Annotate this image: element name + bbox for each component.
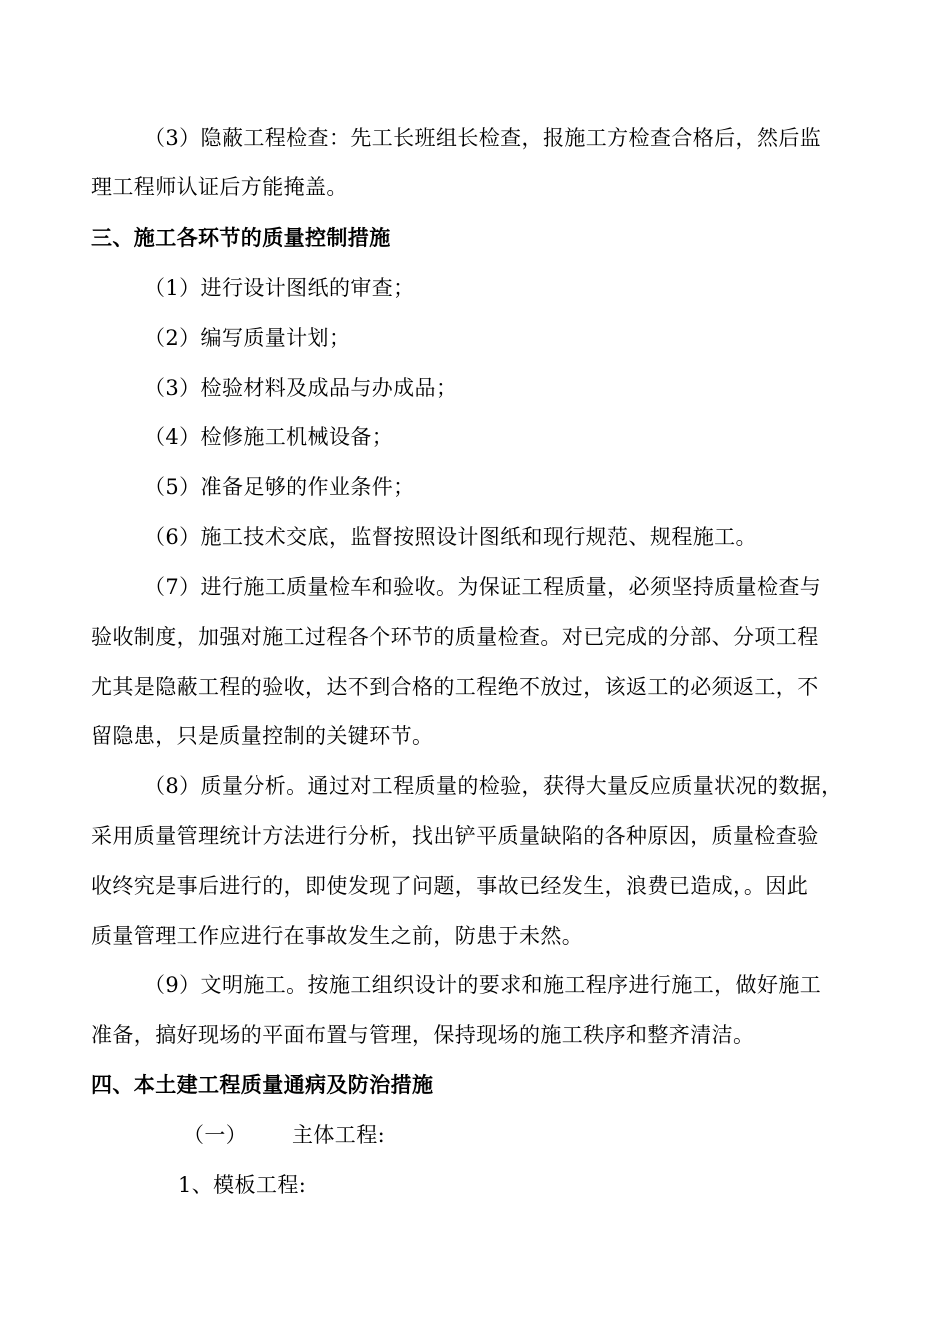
subsection-marker: （一） bbox=[183, 1123, 248, 1147]
paragraph-step-8-line-4: 质量管理工作应进行在事故发生之前，防患于未然。 bbox=[91, 924, 584, 948]
list-item-step-3: （3）检验材料及成品与办成品； bbox=[144, 376, 458, 400]
list-item-step-5: （5）准备足够的作业条件； bbox=[144, 475, 415, 499]
section-heading-4: 四、本土建工程质量通病及防治措施 bbox=[91, 1073, 434, 1097]
list-item-step-1: （1）进行设计图纸的审查； bbox=[144, 276, 415, 300]
paragraph-step-7-line-4: 留隐患，只是质量控制的关键环节。 bbox=[91, 724, 434, 748]
list-item-step-6: （6）施工技术交底，监督按照设计图纸和现行规范、规程施工。 bbox=[144, 525, 757, 549]
paragraph-step-7-line-3: 尤其是隐蔽工程的验收，达不到合格的工程绝不放过，该返工的必须返工，不 bbox=[91, 675, 819, 699]
paragraph-item-3-line-2: 理工程师认证后方能掩盖。 bbox=[91, 175, 348, 199]
section-heading-3: 三、施工各环节的质量控制措施 bbox=[91, 226, 391, 250]
paragraph-step-9-line-1: （9）文明施工。按施工组织设计的要求和施工程序进行施工，做好施工 bbox=[144, 973, 822, 997]
paragraph-step-8-line-1: （8）质量分析。通过对工程质量的检验，获得大量反应质量状况的数据， bbox=[144, 774, 843, 798]
list-item-step-4: （4）检修施工机械设备； bbox=[144, 425, 394, 449]
subsection-title: 主体工程: bbox=[292, 1123, 386, 1147]
paragraph-step-7-line-2: 验收制度，加强对施工过程各个环节的质量检查。对已完成的分部、分项工程 bbox=[91, 625, 819, 649]
list-item-step-2: （2）编写质量计划； bbox=[144, 326, 351, 350]
paragraph-step-9-line-2: 准备，搞好现场的平面布置与管理，保持现场的施工秩序和整齐清洁。 bbox=[91, 1023, 755, 1047]
paragraph-step-7-line-1: （7）进行施工质量检车和验收。为保证工程质量，必须坚持质量检查与 bbox=[144, 575, 822, 599]
subsection-item-1: 1、模板工程: bbox=[178, 1173, 307, 1197]
paragraph-item-3-line-1: （3）隐蔽工程检查：先工长班组长检查，报施工方检查合格后，然后监 bbox=[144, 126, 822, 150]
paragraph-step-8-line-3: 收终究是事后进行的，即使发现了问题，事故已经发生，浪费已造成，。因此 bbox=[91, 874, 809, 898]
paragraph-step-8-line-2: 采用质量管理统计方法进行分析，找出铲平质量缺陷的各种原因，质量检查验 bbox=[91, 824, 819, 848]
